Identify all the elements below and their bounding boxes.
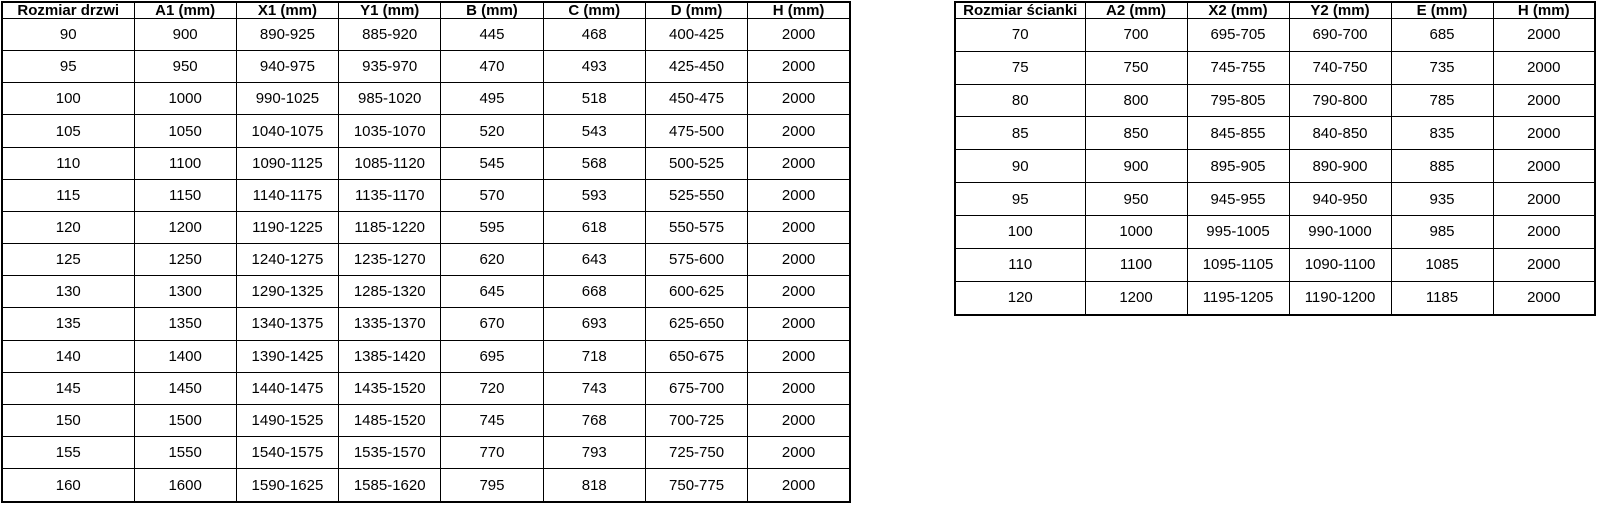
- table-cell: 593: [543, 179, 645, 211]
- table-cell: 1250: [134, 244, 236, 276]
- table-row: [2, 276, 850, 308]
- table-cell: 1100: [134, 147, 236, 179]
- table-cell: 1140-1175: [236, 179, 338, 211]
- table-cell: 618: [543, 211, 645, 243]
- table-cell: 75: [955, 51, 1085, 84]
- table-cell: 1335-1370: [339, 308, 441, 340]
- table-cell: 115: [2, 179, 134, 211]
- table-row: [2, 83, 850, 115]
- table-cell: 720: [441, 372, 543, 404]
- table-cell: 2000: [748, 404, 850, 436]
- table-cell: 1000: [1085, 215, 1187, 248]
- table-cell: 445: [441, 19, 543, 51]
- table-cell: 1350: [134, 308, 236, 340]
- table-cell: 2000: [748, 51, 850, 83]
- table-cell: 985-1020: [339, 83, 441, 115]
- table-row: [955, 51, 1595, 84]
- table-cell: 110: [955, 248, 1085, 281]
- table-row: [955, 281, 1595, 315]
- table-cell: 1500: [134, 404, 236, 436]
- table-cell: 1095-1105: [1187, 248, 1289, 281]
- table-cell: 2000: [748, 83, 850, 115]
- table-cell: 520: [441, 115, 543, 147]
- table-cell: 130: [2, 276, 134, 308]
- table-cell: 475-500: [645, 115, 747, 147]
- table-cell: 1190-1200: [1289, 281, 1391, 315]
- table-cell: 1185-1220: [339, 211, 441, 243]
- table-row: [2, 19, 850, 51]
- table-cell: 668: [543, 276, 645, 308]
- table-cell: 620: [441, 244, 543, 276]
- table-cell: 105: [2, 115, 134, 147]
- table-row: [2, 179, 850, 211]
- table-cell: 693: [543, 308, 645, 340]
- table-cell: 890-900: [1289, 150, 1391, 183]
- table-cell: 818: [543, 469, 645, 502]
- table-row: [2, 340, 850, 372]
- table-cell: 770: [441, 437, 543, 469]
- table-cell: 695-705: [1187, 19, 1289, 52]
- column-header: E (mm): [1391, 2, 1493, 19]
- table-cell: 2000: [748, 372, 850, 404]
- table-cell: 155: [2, 437, 134, 469]
- table-row: [2, 244, 850, 276]
- table-cell: 743: [543, 372, 645, 404]
- table-cell: 90: [955, 150, 1085, 183]
- table-row: [955, 19, 1595, 52]
- table-cell: 2000: [748, 276, 850, 308]
- table-cell: 940-975: [236, 51, 338, 83]
- table-cell: 643: [543, 244, 645, 276]
- table-cell: 2000: [748, 469, 850, 502]
- table-cell: 1185: [1391, 281, 1493, 315]
- table-cell: 525-550: [645, 179, 747, 211]
- table-cell: 1450: [134, 372, 236, 404]
- table-cell: 470: [441, 51, 543, 83]
- table-cell: 750: [1085, 51, 1187, 84]
- column-header: A1 (mm): [134, 2, 236, 19]
- table-cell: 100: [2, 83, 134, 115]
- table-row: [955, 117, 1595, 150]
- table-cell: 1090-1125: [236, 147, 338, 179]
- table-cell: 545: [441, 147, 543, 179]
- table-cell: 1440-1475: [236, 372, 338, 404]
- table-cell: 2000: [1493, 51, 1595, 84]
- column-header: H (mm): [1493, 2, 1595, 19]
- table-cell: 160: [2, 469, 134, 502]
- table-cell: 670: [441, 308, 543, 340]
- table-cell: 2000: [748, 211, 850, 243]
- column-header: X1 (mm): [236, 2, 338, 19]
- table-cell: 2000: [748, 340, 850, 372]
- table-cell: 750-775: [645, 469, 747, 502]
- table-cell: 800: [1085, 84, 1187, 117]
- table-cell: 945-955: [1187, 183, 1289, 216]
- column-header: Y2 (mm): [1289, 2, 1391, 19]
- table-row: [2, 372, 850, 404]
- table-cell: 1190-1225: [236, 211, 338, 243]
- table-row: [2, 115, 850, 147]
- table-cell: 1550: [134, 437, 236, 469]
- table-cell: 785: [1391, 84, 1493, 117]
- table-cell: 900: [1085, 150, 1187, 183]
- table-cell: 425-450: [645, 51, 747, 83]
- table-cell: 518: [543, 83, 645, 115]
- table-cell: 1585-1620: [339, 469, 441, 502]
- table-cell: 1590-1625: [236, 469, 338, 502]
- table-row: [955, 150, 1595, 183]
- table-cell: 2000: [1493, 248, 1595, 281]
- table-cell: 575-600: [645, 244, 747, 276]
- table-row: [2, 469, 850, 502]
- table-cell: 795: [441, 469, 543, 502]
- table-cell: 95: [2, 51, 134, 83]
- table-cell: 543: [543, 115, 645, 147]
- table-cell: 885-920: [339, 19, 441, 51]
- table-cell: 745-755: [1187, 51, 1289, 84]
- table-cell: 2000: [748, 19, 850, 51]
- table-row: [2, 308, 850, 340]
- table-cell: 2000: [1493, 117, 1595, 150]
- column-header: C (mm): [543, 2, 645, 19]
- table-cell: 935: [1391, 183, 1493, 216]
- table-cell: 2000: [1493, 215, 1595, 248]
- table-cell: 890-925: [236, 19, 338, 51]
- table-row: [2, 404, 850, 436]
- table-cell: 80: [955, 84, 1085, 117]
- table-cell: 1135-1170: [339, 179, 441, 211]
- table-cell: 495: [441, 83, 543, 115]
- table-row: [2, 51, 850, 83]
- table-cell: 768: [543, 404, 645, 436]
- table-cell: 1390-1425: [236, 340, 338, 372]
- table-cell: 70: [955, 19, 1085, 52]
- table-cell: 990-1000: [1289, 215, 1391, 248]
- table-cell: 1040-1075: [236, 115, 338, 147]
- table-cell: 1400: [134, 340, 236, 372]
- table-cell: 2000: [1493, 281, 1595, 315]
- table-cell: 935-970: [339, 51, 441, 83]
- table-cell: 1000: [134, 83, 236, 115]
- table-cell: 550-575: [645, 211, 747, 243]
- table-cell: 695: [441, 340, 543, 372]
- table-row: [2, 211, 850, 243]
- table-cell: 950: [134, 51, 236, 83]
- table-cell: 790-800: [1289, 84, 1391, 117]
- table-cell: 120: [2, 211, 134, 243]
- table-cell: 1195-1205: [1187, 281, 1289, 315]
- table-cell: 150: [2, 404, 134, 436]
- header-row: [2, 2, 850, 19]
- table-cell: 985: [1391, 215, 1493, 248]
- table-cell: 85: [955, 117, 1085, 150]
- table-row: [2, 147, 850, 179]
- table-cell: 1090-1100: [1289, 248, 1391, 281]
- table-cell: 450-475: [645, 83, 747, 115]
- table-cell: 2000: [748, 147, 850, 179]
- table-cell: 568: [543, 147, 645, 179]
- table-cell: 1300: [134, 276, 236, 308]
- table-cell: 845-855: [1187, 117, 1289, 150]
- table-cell: 90: [2, 19, 134, 51]
- table-cell: 2000: [748, 179, 850, 211]
- table-cell: 645: [441, 276, 543, 308]
- table-row: [2, 437, 850, 469]
- table-cell: 1200: [1085, 281, 1187, 315]
- column-header: H (mm): [748, 2, 850, 19]
- table-cell: 1385-1420: [339, 340, 441, 372]
- table-cell: 2000: [748, 244, 850, 276]
- table-row: [955, 215, 1595, 248]
- table-cell: 840-850: [1289, 117, 1391, 150]
- table-cell: 835: [1391, 117, 1493, 150]
- table-cell: 1490-1525: [236, 404, 338, 436]
- table-cell: 2000: [748, 437, 850, 469]
- column-header: A2 (mm): [1085, 2, 1187, 19]
- table-cell: 940-950: [1289, 183, 1391, 216]
- table-cell: 718: [543, 340, 645, 372]
- table-cell: 468: [543, 19, 645, 51]
- table-cell: 1290-1325: [236, 276, 338, 308]
- table-cell: 2000: [1493, 84, 1595, 117]
- column-header: Y1 (mm): [339, 2, 441, 19]
- table-cell: 950: [1085, 183, 1187, 216]
- table-cell: 570: [441, 179, 543, 211]
- table-cell: 600-625: [645, 276, 747, 308]
- column-header: X2 (mm): [1187, 2, 1289, 19]
- table-cell: 1240-1275: [236, 244, 338, 276]
- table-cell: 745: [441, 404, 543, 436]
- table-cell: 1340-1375: [236, 308, 338, 340]
- table-cell: 1050: [134, 115, 236, 147]
- table-cell: 735: [1391, 51, 1493, 84]
- wall-size-table: [954, 1, 1596, 316]
- table-cell: 675-700: [645, 372, 747, 404]
- table-cell: 2000: [748, 308, 850, 340]
- table-cell: 650-675: [645, 340, 747, 372]
- column-header: Rozmiar drzwi: [2, 2, 134, 19]
- door-size-table: [1, 1, 851, 503]
- column-header: D (mm): [645, 2, 747, 19]
- table-cell: 793: [543, 437, 645, 469]
- table-cell: 140: [2, 340, 134, 372]
- table-cell: 900: [134, 19, 236, 51]
- table-cell: 95: [955, 183, 1085, 216]
- column-header: B (mm): [441, 2, 543, 19]
- table-cell: 145: [2, 372, 134, 404]
- table-cell: 100: [955, 215, 1085, 248]
- table-cell: 685: [1391, 19, 1493, 52]
- table-cell: 2000: [1493, 19, 1595, 52]
- table-cell: 690-700: [1289, 19, 1391, 52]
- header-row: [955, 2, 1595, 19]
- table-row: [955, 183, 1595, 216]
- table-cell: 400-425: [645, 19, 747, 51]
- table-cell: 725-750: [645, 437, 747, 469]
- table-cell: 120: [955, 281, 1085, 315]
- table-cell: 2000: [1493, 183, 1595, 216]
- table-cell: 135: [2, 308, 134, 340]
- table-cell: 1035-1070: [339, 115, 441, 147]
- table-cell: 995-1005: [1187, 215, 1289, 248]
- table-cell: 885: [1391, 150, 1493, 183]
- table-cell: 990-1025: [236, 83, 338, 115]
- table-cell: 700-725: [645, 404, 747, 436]
- table-cell: 2000: [1493, 150, 1595, 183]
- table-cell: 1540-1575: [236, 437, 338, 469]
- table-cell: 1600: [134, 469, 236, 502]
- table-cell: 850: [1085, 117, 1187, 150]
- table-cell: 125: [2, 244, 134, 276]
- table-cell: 1485-1520: [339, 404, 441, 436]
- column-header: Rozmiar ścianki: [955, 2, 1085, 19]
- table-cell: 700: [1085, 19, 1187, 52]
- table-cell: 795-805: [1187, 84, 1289, 117]
- table-row: [955, 84, 1595, 117]
- table-cell: 110: [2, 147, 134, 179]
- table-row: [955, 248, 1595, 281]
- table-cell: 1100: [1085, 248, 1187, 281]
- table-cell: 1235-1270: [339, 244, 441, 276]
- table-cell: 1200: [134, 211, 236, 243]
- table-cell: 1435-1520: [339, 372, 441, 404]
- table-cell: 1085-1120: [339, 147, 441, 179]
- table-cell: 500-525: [645, 147, 747, 179]
- table-cell: 2000: [748, 115, 850, 147]
- table-cell: 1535-1570: [339, 437, 441, 469]
- table-cell: 493: [543, 51, 645, 83]
- table-cell: 1285-1320: [339, 276, 441, 308]
- table-cell: 1150: [134, 179, 236, 211]
- table-cell: 895-905: [1187, 150, 1289, 183]
- table-cell: 1085: [1391, 248, 1493, 281]
- table-cell: 595: [441, 211, 543, 243]
- table-cell: 625-650: [645, 308, 747, 340]
- table-cell: 740-750: [1289, 51, 1391, 84]
